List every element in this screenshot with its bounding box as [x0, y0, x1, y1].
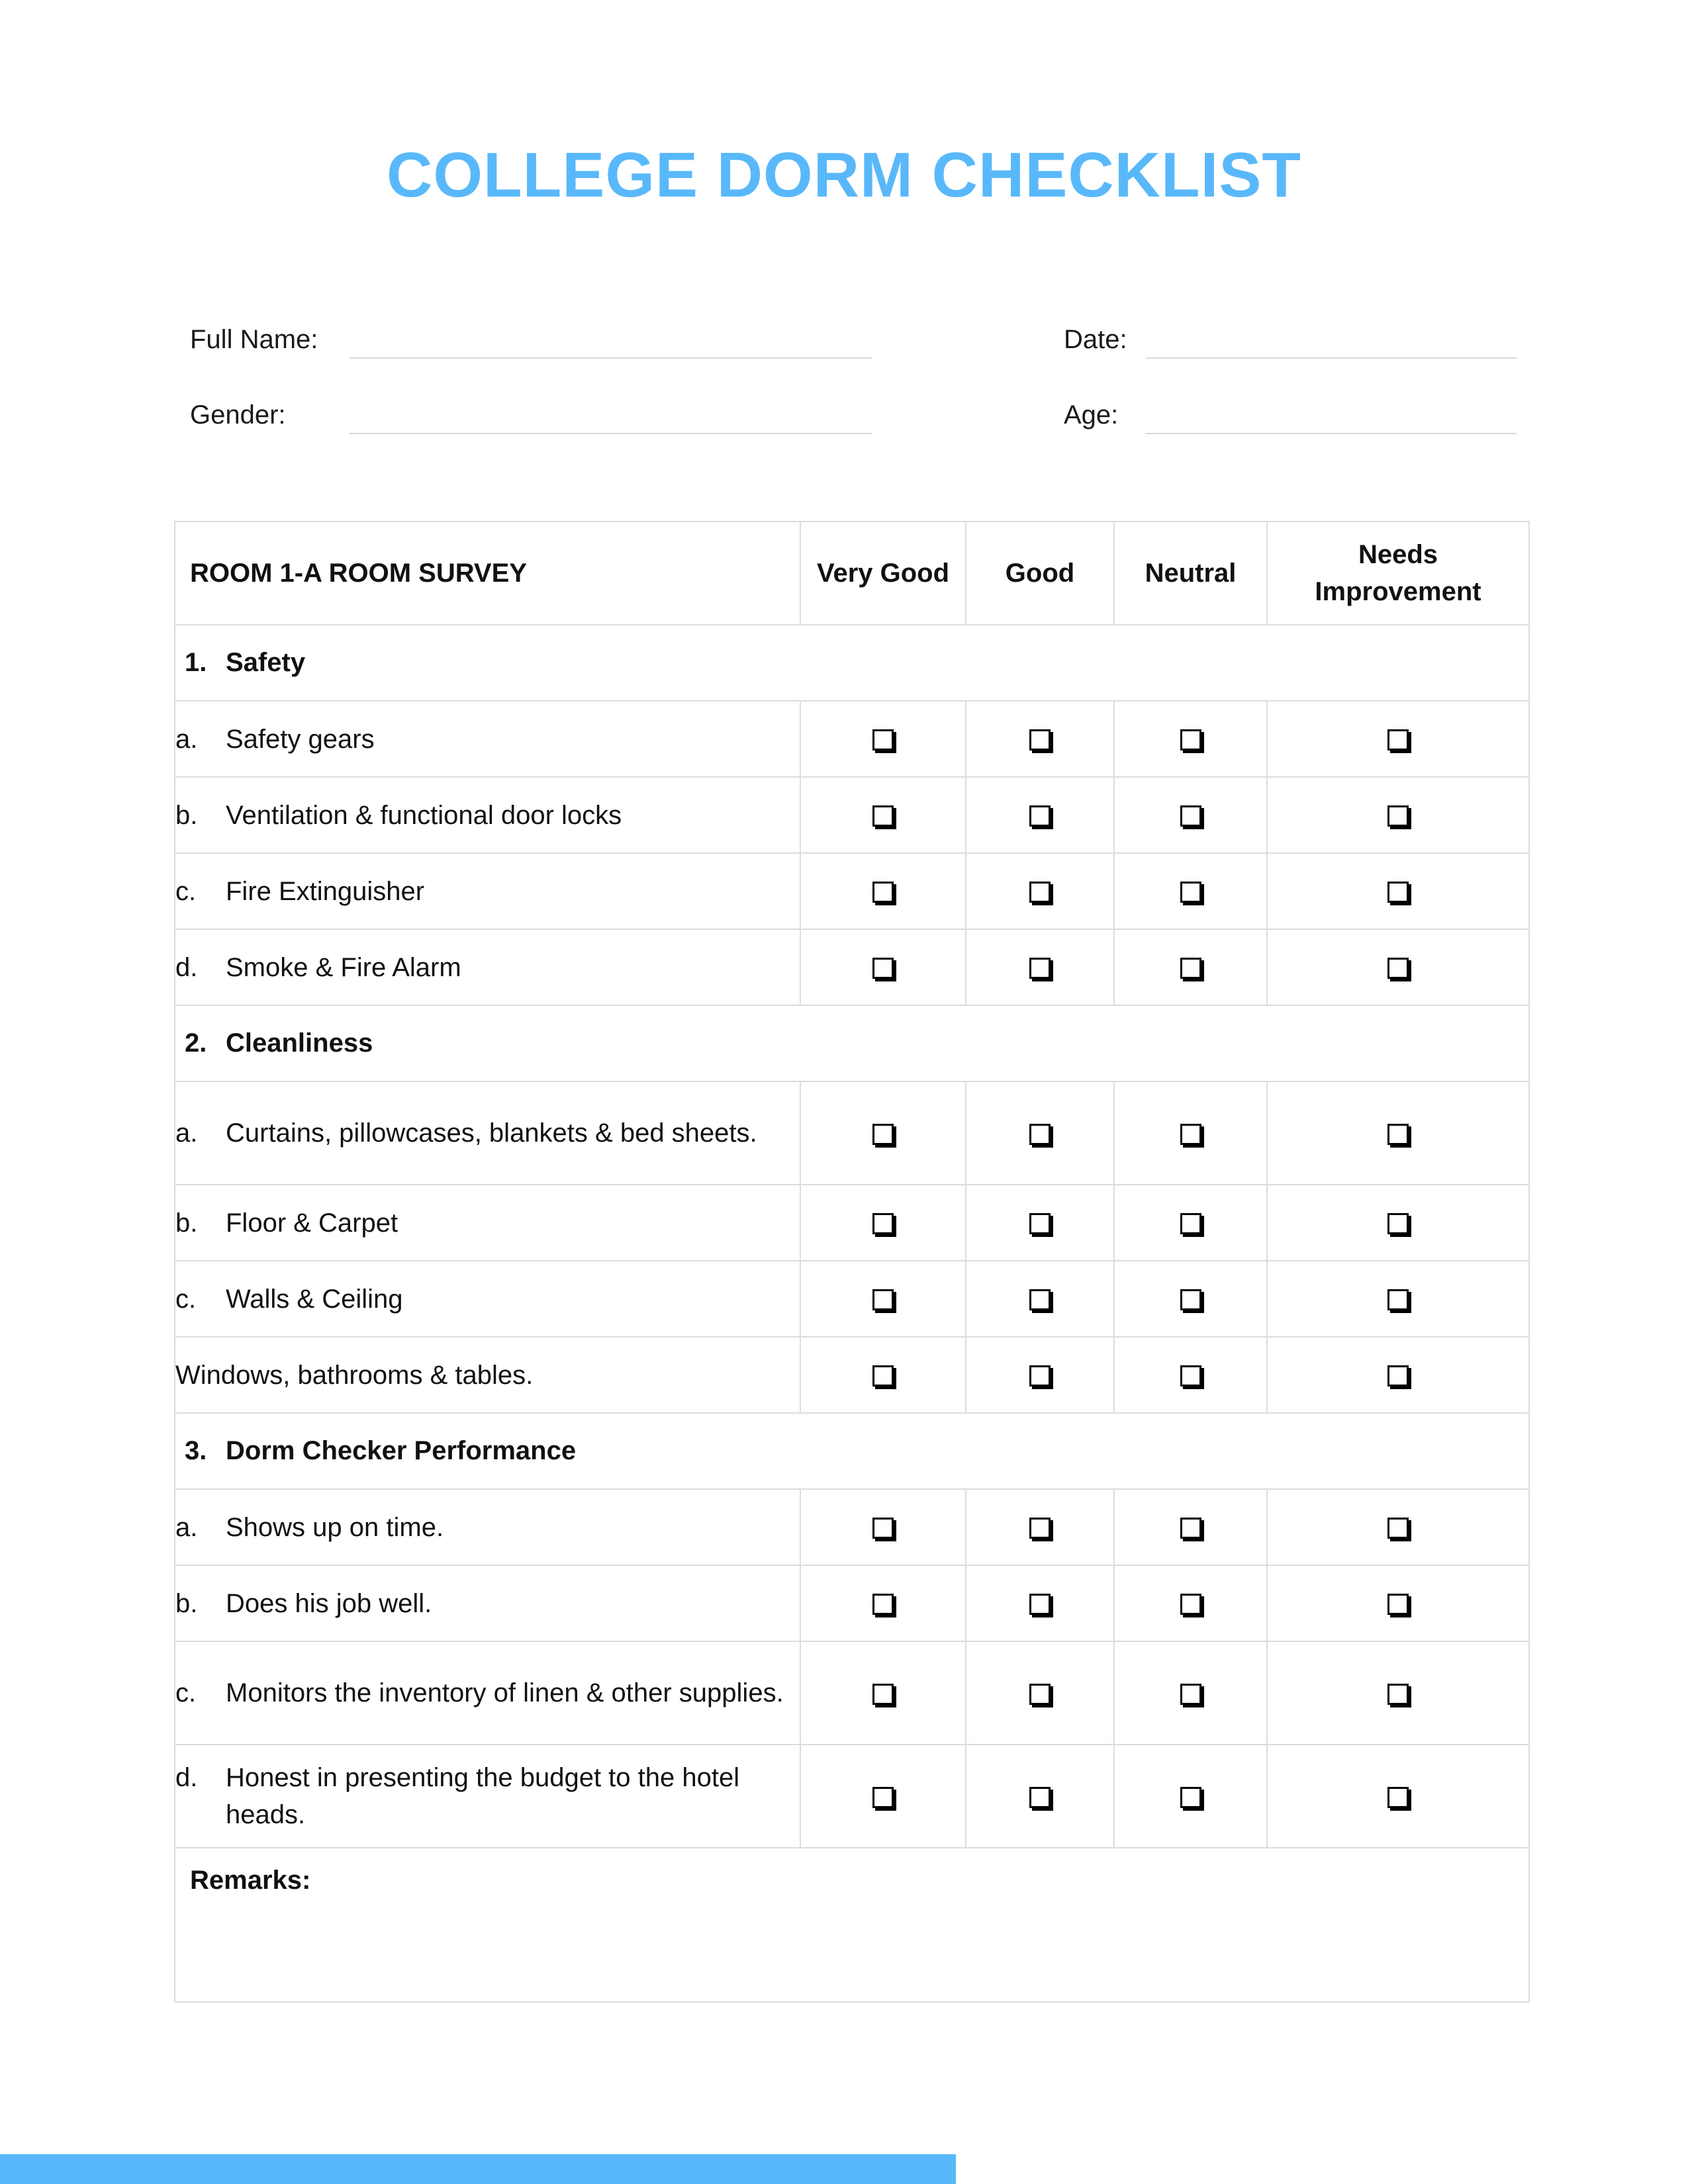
checkbox-very-good[interactable] — [872, 1594, 894, 1615]
table-row — [175, 1081, 1529, 1185]
item-letter: c. — [175, 1678, 197, 1707]
item-label-cell — [175, 1489, 800, 1565]
item-text: Shows up on time. — [226, 1512, 444, 1542]
checkbox-very-good[interactable] — [872, 1518, 894, 1539]
checkbox-very-good[interactable] — [872, 805, 894, 827]
item-letter: d. — [175, 1763, 198, 1792]
checkbox-needs-improvement[interactable] — [1387, 805, 1409, 827]
item-text: Windows, bathrooms & tables. — [175, 1360, 534, 1390]
rating-cell-needs-improvement — [1267, 1081, 1529, 1185]
remarks-label: Remarks: — [190, 1866, 311, 1895]
rating-cell-very-good — [800, 1185, 966, 1261]
rating-cell-needs-improvement — [1267, 1337, 1529, 1413]
gender-line[interactable] — [350, 433, 872, 434]
checkbox-good[interactable] — [1029, 1594, 1051, 1615]
section-heading — [175, 1005, 1529, 1081]
rating-cell-very-good — [800, 1565, 966, 1641]
rating-cell-needs-improvement — [1267, 1641, 1529, 1745]
checkbox-very-good[interactable] — [872, 1684, 894, 1705]
table-row — [175, 1261, 1529, 1337]
section-row — [175, 1413, 1529, 1489]
rating-cell-very-good — [800, 1261, 966, 1337]
item-letter: c. — [175, 876, 197, 906]
checkbox-very-good[interactable] — [872, 1365, 894, 1387]
checkbox-good[interactable] — [1029, 1684, 1051, 1705]
item-letter: b. — [175, 1208, 198, 1238]
header-needs-improvement-line1: Needs — [1358, 540, 1438, 569]
item-text: Monitors the inventory of linen & other supplies. — [226, 1678, 784, 1707]
table-row — [175, 1745, 1529, 1848]
table-row — [175, 1565, 1529, 1641]
rating-cell-very-good — [800, 777, 966, 853]
checkbox-good[interactable] — [1029, 1787, 1051, 1808]
rating-cell-needs-improvement — [1267, 1745, 1529, 1848]
rating-cell-very-good — [800, 1489, 966, 1565]
rating-cell-needs-improvement — [1267, 929, 1529, 1005]
checkbox-very-good[interactable] — [872, 882, 894, 903]
checkbox-neutral[interactable] — [1180, 958, 1201, 979]
section-row — [175, 625, 1529, 701]
checkbox-needs-improvement[interactable] — [1387, 1213, 1409, 1234]
checkbox-good[interactable] — [1029, 1365, 1051, 1387]
checkbox-neutral[interactable] — [1180, 1289, 1201, 1310]
section-number: 2. — [185, 1028, 207, 1058]
rating-cell-neutral — [1114, 777, 1267, 853]
item-letter: d. — [175, 952, 198, 982]
section-title: Cleanliness — [226, 1028, 373, 1058]
section-title: Safety — [226, 648, 306, 677]
checkbox-neutral[interactable] — [1180, 1213, 1201, 1234]
rating-cell-needs-improvement — [1267, 1261, 1529, 1337]
rating-cell-very-good — [800, 853, 966, 929]
item-text: Curtains, pillowcases, blankets & bed sheets. — [226, 1118, 757, 1148]
checkbox-needs-improvement[interactable] — [1387, 1684, 1409, 1705]
checkbox-very-good[interactable] — [872, 1289, 894, 1310]
checkbox-neutral[interactable] — [1180, 882, 1201, 903]
document-title: COLLEGE DORM CHECKLIST — [387, 140, 1301, 210]
section-title: Dorm Checker Performance — [226, 1436, 577, 1465]
rating-cell-neutral — [1114, 1337, 1267, 1413]
checkbox-neutral[interactable] — [1180, 1594, 1201, 1615]
table-row — [175, 853, 1529, 929]
footer-accent-bar — [0, 2154, 956, 2184]
checkbox-good[interactable] — [1029, 1213, 1051, 1234]
item-label-cell — [175, 929, 800, 1005]
item-letter: a. — [175, 1118, 198, 1148]
rating-cell-good — [966, 1489, 1114, 1565]
rating-cell-very-good — [800, 1745, 966, 1848]
rating-cell-needs-improvement — [1267, 1489, 1529, 1565]
item-label-cell — [175, 701, 800, 777]
checkbox-neutral[interactable] — [1180, 805, 1201, 827]
rating-cell-good — [966, 777, 1114, 853]
item-letter: a. — [175, 724, 198, 754]
checkbox-needs-improvement[interactable] — [1387, 1787, 1409, 1808]
checkbox-neutral[interactable] — [1180, 1787, 1201, 1808]
item-label-cell — [175, 1745, 800, 1848]
section-number: 1. — [185, 648, 207, 677]
rating-cell-neutral — [1114, 1081, 1267, 1185]
item-text: Walls & Ceiling — [226, 1284, 403, 1314]
item-letter: c. — [175, 1284, 197, 1314]
rating-cell-good — [966, 1261, 1114, 1337]
checkbox-very-good[interactable] — [872, 1787, 894, 1808]
item-text: Does his job well. — [226, 1588, 432, 1618]
checkbox-neutral[interactable] — [1180, 1684, 1201, 1705]
age-label: Age: — [1064, 400, 1119, 430]
item-label-cell — [175, 1261, 800, 1337]
rating-cell-needs-improvement — [1267, 853, 1529, 929]
item-text: Smoke & Fire Alarm — [226, 952, 461, 982]
item-label-cell — [175, 777, 800, 853]
table-row — [175, 1337, 1529, 1413]
checkbox-needs-improvement[interactable] — [1387, 1289, 1409, 1310]
item-text: Fire Extinguisher — [226, 876, 425, 906]
remarks-row — [175, 1848, 1529, 2002]
rating-cell-very-good — [800, 929, 966, 1005]
rating-cell-needs-improvement — [1267, 1565, 1529, 1641]
header-very-good: Very Good — [800, 522, 966, 625]
checkbox-needs-improvement[interactable] — [1387, 1365, 1409, 1387]
header-room-survey: ROOM 1-A ROOM SURVEY — [175, 522, 800, 625]
rating-cell-good — [966, 1565, 1114, 1641]
item-text: Floor & Carpet — [226, 1208, 399, 1238]
rating-cell-neutral — [1114, 1261, 1267, 1337]
rating-cell-very-good — [800, 1337, 966, 1413]
item-label-cell — [175, 853, 800, 929]
rating-cell-needs-improvement — [1267, 1185, 1529, 1261]
rating-cell-neutral — [1114, 1489, 1267, 1565]
rating-cell-good — [966, 1185, 1114, 1261]
item-label-cell — [175, 1641, 800, 1745]
checkbox-good[interactable] — [1029, 1289, 1051, 1310]
section-row — [175, 1005, 1529, 1081]
table-row — [175, 777, 1529, 853]
checkbox-good[interactable] — [1029, 805, 1051, 827]
rating-cell-good — [966, 1745, 1114, 1848]
checkbox-needs-improvement[interactable] — [1387, 1124, 1409, 1145]
checkbox-needs-improvement[interactable] — [1387, 1518, 1409, 1539]
table-row — [175, 1641, 1529, 1745]
checkbox-good[interactable] — [1029, 882, 1051, 903]
item-text: Safety gears — [226, 724, 375, 754]
item-letter: a. — [175, 1512, 198, 1542]
checkbox-neutral[interactable] — [1180, 1518, 1201, 1539]
table-header-row — [175, 522, 1529, 625]
rating-cell-neutral — [1114, 1641, 1267, 1745]
header-needs-improvement-line2: Improvement — [1315, 577, 1481, 606]
item-text: Ventilation & functional door locks — [226, 800, 622, 830]
table-row — [175, 701, 1529, 777]
rating-cell-good — [966, 853, 1114, 929]
rating-cell-neutral — [1114, 1565, 1267, 1641]
full-name-label: Full Name: — [190, 325, 318, 354]
checkbox-very-good[interactable] — [872, 1124, 894, 1145]
rating-cell-needs-improvement — [1267, 701, 1529, 777]
remarks-cell[interactable] — [175, 1848, 1529, 2002]
rating-cell-good — [966, 1641, 1114, 1745]
checkbox-neutral[interactable] — [1180, 729, 1201, 751]
gender-label: Gender: — [190, 400, 286, 430]
full-name-line[interactable] — [350, 357, 872, 359]
rating-cell-needs-improvement — [1267, 777, 1529, 853]
header-neutral: Neutral — [1114, 522, 1267, 625]
item-text: Honest in presenting the budget to the hotel heads. — [226, 1763, 740, 1829]
survey-body — [175, 625, 1529, 2002]
checkbox-very-good[interactable] — [872, 729, 894, 751]
checkbox-needs-improvement[interactable] — [1387, 882, 1409, 903]
checkbox-good[interactable] — [1029, 1124, 1051, 1145]
checkbox-good[interactable] — [1029, 958, 1051, 979]
rating-cell-good — [966, 1081, 1114, 1185]
rating-cell-good — [966, 701, 1114, 777]
age-line[interactable] — [1146, 433, 1517, 434]
checkbox-neutral[interactable] — [1180, 1124, 1201, 1145]
date-line[interactable] — [1146, 357, 1517, 359]
checkbox-needs-improvement[interactable] — [1387, 1594, 1409, 1615]
section-heading — [175, 625, 1529, 701]
item-letter: b. — [175, 800, 198, 830]
rating-cell-neutral — [1114, 929, 1267, 1005]
header-good: Good — [966, 522, 1114, 625]
item-label-cell — [175, 1185, 800, 1261]
checkbox-good[interactable] — [1029, 729, 1051, 751]
checkbox-very-good[interactable] — [872, 958, 894, 979]
rating-cell-neutral — [1114, 853, 1267, 929]
item-label-cell — [175, 1337, 800, 1413]
section-number: 3. — [185, 1436, 207, 1465]
table-row — [175, 1489, 1529, 1565]
table-row — [175, 929, 1529, 1005]
checkbox-needs-improvement[interactable] — [1387, 729, 1409, 751]
room-survey-table — [174, 521, 1530, 2003]
checkbox-neutral[interactable] — [1180, 1365, 1201, 1387]
checkbox-needs-improvement[interactable] — [1387, 958, 1409, 979]
rating-cell-neutral — [1114, 1185, 1267, 1261]
checkbox-good[interactable] — [1029, 1518, 1051, 1539]
section-heading — [175, 1413, 1529, 1489]
header-needs-improvement — [1267, 522, 1529, 625]
date-label: Date: — [1064, 325, 1127, 354]
rating-cell-very-good — [800, 1081, 966, 1185]
table-row — [175, 1185, 1529, 1261]
item-label-cell — [175, 1081, 800, 1185]
rating-cell-good — [966, 929, 1114, 1005]
item-label-cell — [175, 1565, 800, 1641]
rating-cell-neutral — [1114, 701, 1267, 777]
item-letter: b. — [175, 1588, 198, 1618]
rating-cell-very-good — [800, 1641, 966, 1745]
rating-cell-good — [966, 1337, 1114, 1413]
rating-cell-neutral — [1114, 1745, 1267, 1848]
checkbox-very-good[interactable] — [872, 1213, 894, 1234]
rating-cell-very-good — [800, 701, 966, 777]
